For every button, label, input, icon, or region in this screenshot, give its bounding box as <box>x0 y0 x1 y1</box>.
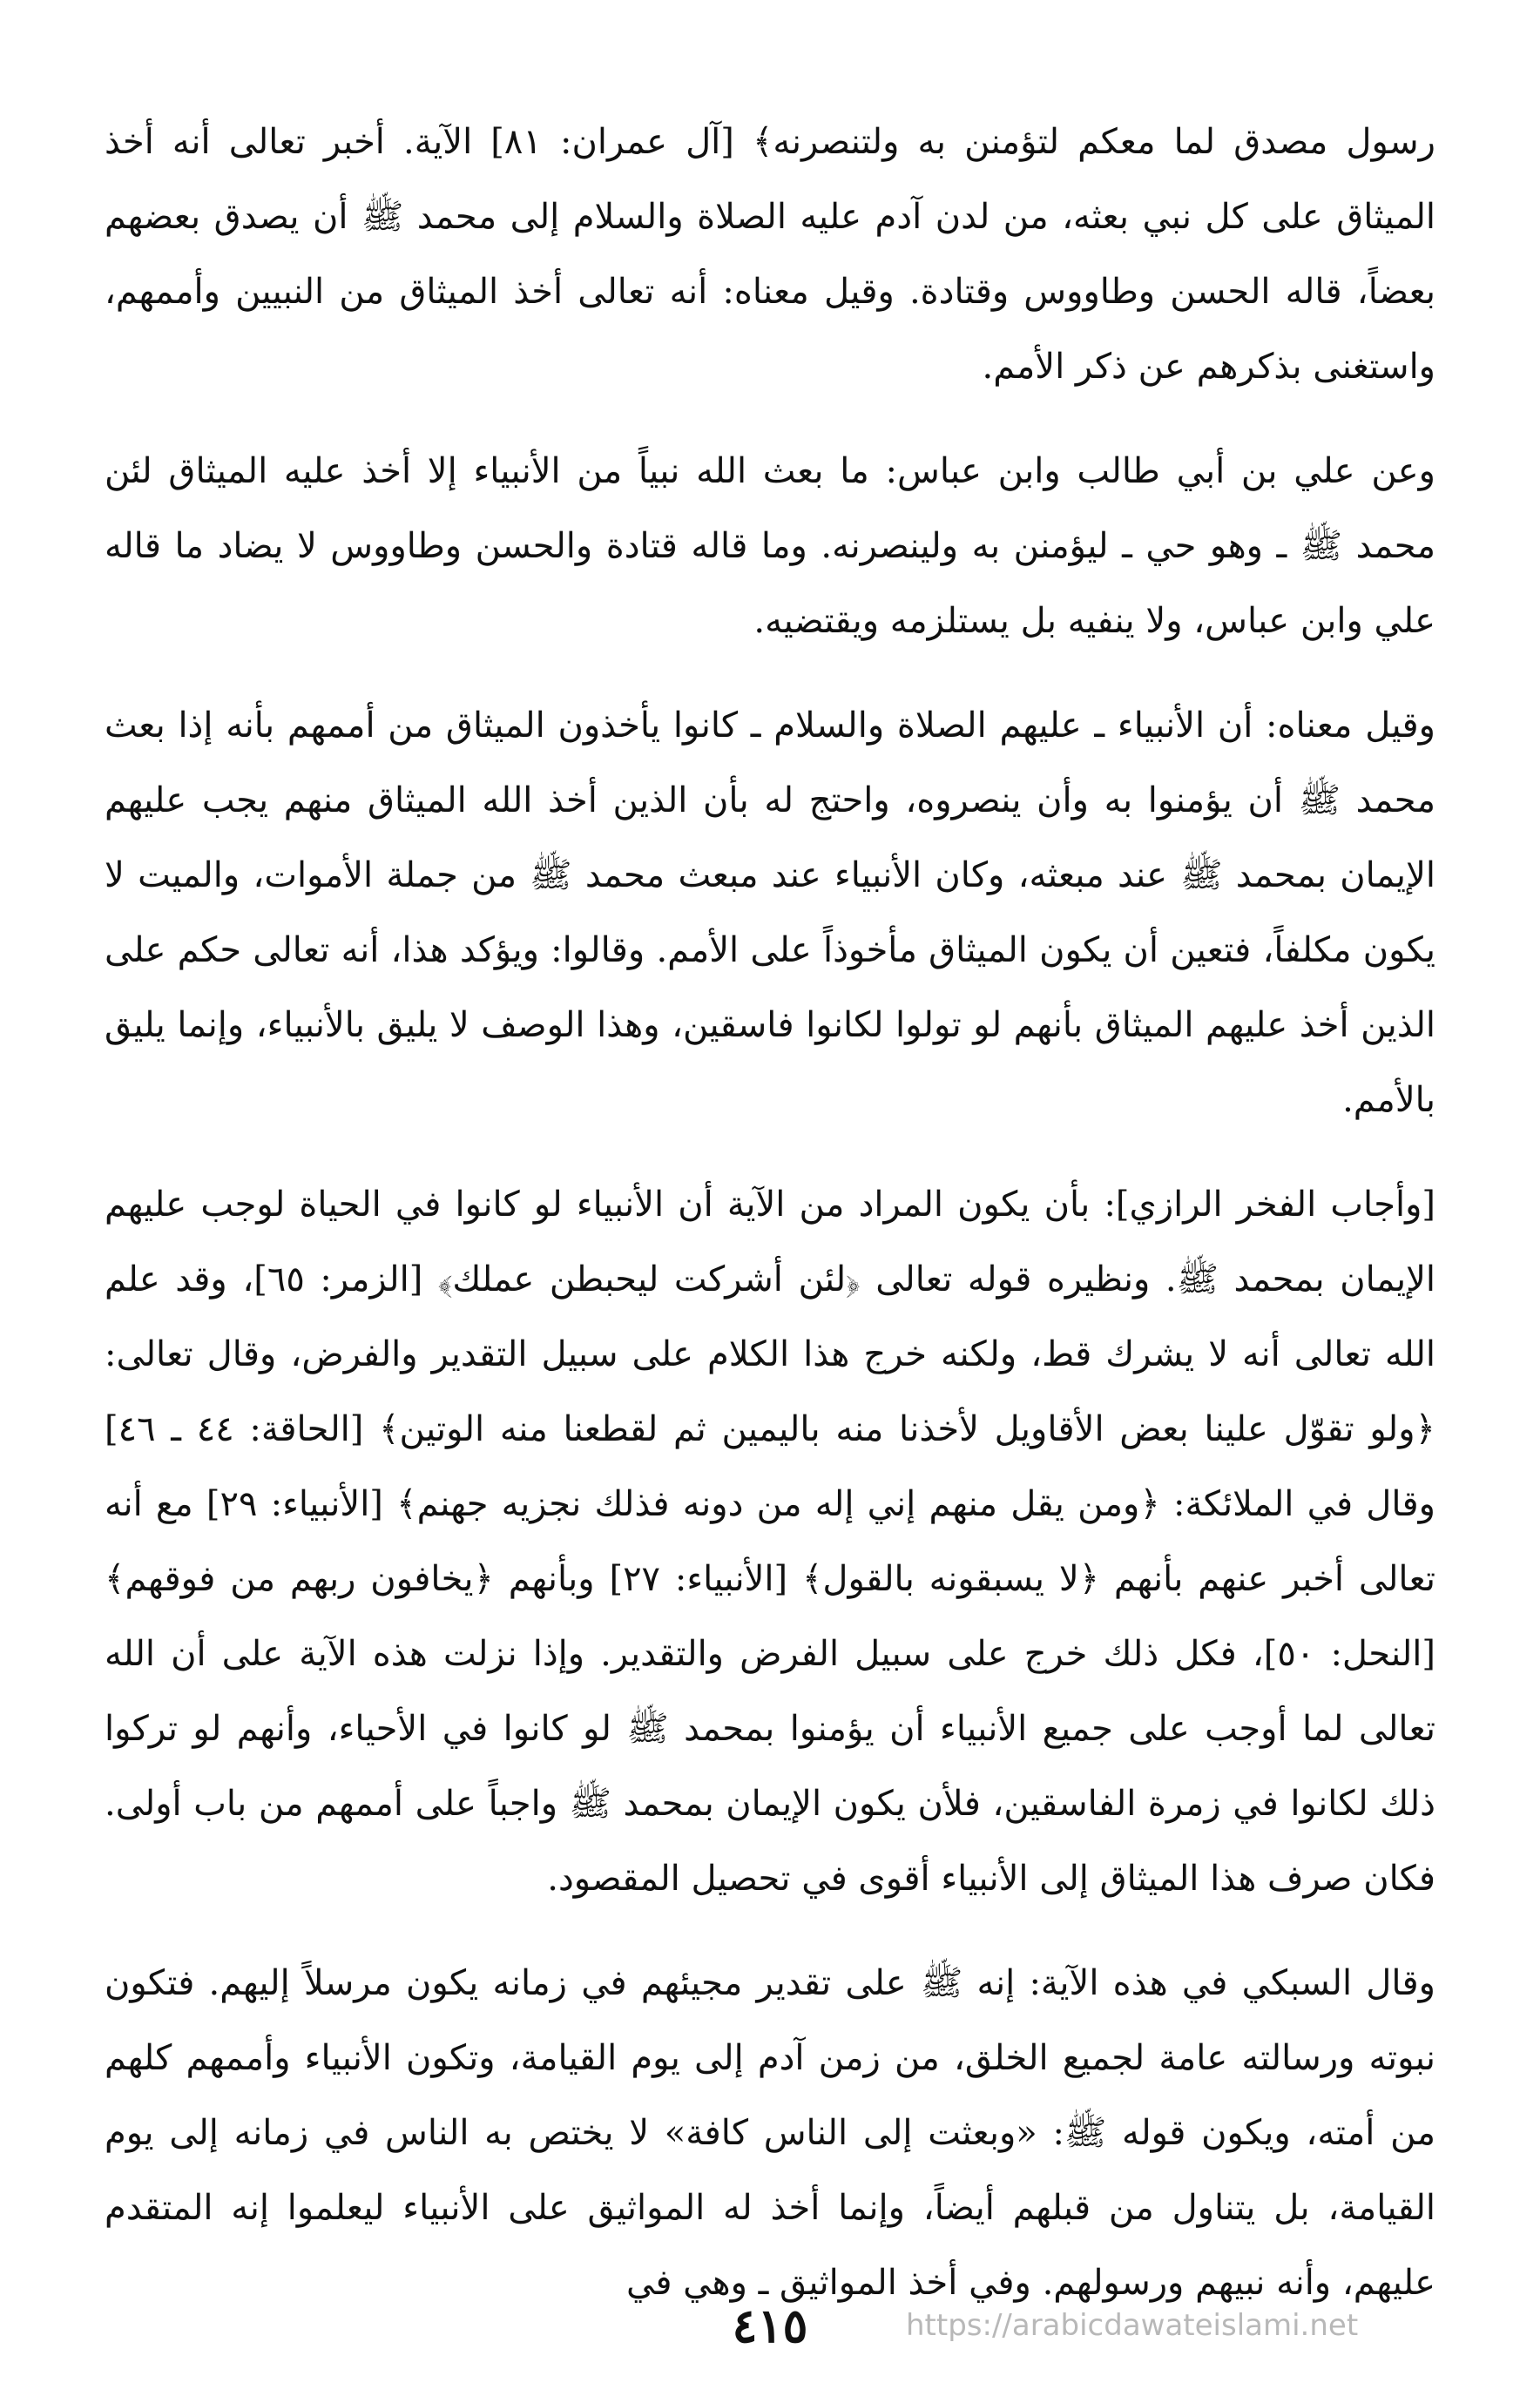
paragraph-2: وعن علي بن أبي طالب وابن عباس: ما بعث الله نبياً من الأنبياء إلا أخذ عليه الميثاق لئن محمد ﷺ ـ وهو حي ـ ليؤمنن به ولينصرنه. وما قاله قتادة والحسن وطاووس لا يضاد ما قاله علي وابن عباس، ولا ينفيه بل يستلزمه ويقتضيه. <box>105 451 1435 641</box>
page-number: ٤١٥ <box>732 2298 808 2353</box>
watermark-url: https://arabicdawateislami.net <box>906 2308 1359 2343</box>
paragraph-4: [وأجاب الفخر الرازي]: بأن يكون المراد من الآية أن الأنبياء لو كانوا في الحياة لوجب عليهم الإيمان بمحمد ﷺ. ونظيره قوله تعالى ﴿لئن أشركت ليحبطن عملك﴾ [الزمر: ٦٥]، وقد علم الله تعالى أنه لا يشرك قط، ولكنه خرج هذا الكلام على سبيل التقدير والفرض، وقال تعالى: ﴿ولو تقوّل علينا بعض الأقاويل لأخذنا منه باليمين ثم لقطعنا منه الوتين﴾ [الحاقة: ٤٤ ـ ٤٦] وقال في الملائكة: ﴿ومن يقل منهم إني إله من دونه فذلك نجزيه جهنم﴾ [الأنبياء: ٢٩] مع أنه تعالى أخبر عنهم بأنهم ﴿لا يسبقونه بالقول﴾ [الأنبياء: ٢٧] وبأنهم ﴿يخافون ربهم من فوقهم﴾ [النحل: ٥٠]، فكل ذلك خرج على سبيل الفرض والتقدير. وإذا نزلت هذه الآية على أن الله تعالى لما أوجب على جميع الأنبياء أن يؤمنوا بمحمد ﷺ لو كانوا في الأحياء، وأنهم لو تركوا ذلك لكانوا في زمرة الفاسقين، فلأن يكون الإيمان بمحمد ﷺ واجباً على أممهم من باب أولى. فكان صرف هذا الميثاق إلى الأنبياء أقوى في تحصيل المقصود. <box>105 1185 1436 1899</box>
paragraph-1: رسول مصدق لما معكم لتؤمنن به ولتنصرنه﴾ [آل عمران: ٨١] الآية. أخبر تعالى أنه أخذ الميثاق على كل نبي بعثه، من لدن آدم عليه الصلاة والسلام إلى محمد ﷺ أن يصدق بعضهم بعضاً، قاله الحسن وطاووس وقتادة. وقيل معناه: أنه تعالى أخذ الميثاق من النبيين وأممهم، واستغنى بذكرهم عن ذكر الأمم. <box>105 122 1435 387</box>
page-footer <box>0 2291 1540 2360</box>
page-body <box>105 105 1436 2303</box>
paragraph-3: وقيل معناه: أن الأنبياء ـ عليهم الصلاة والسلام ـ كانوا يأخذون الميثاق من أممهم بأنه إذا بعث محمد ﷺ أن يؤمنوا به وأن ينصروه، واحتج له بأن الذين أخذ الله الميثاق منهم يجب عليهم الإيمان بمحمد ﷺ عند مبعثه، وكان الأنبياء عند مبعث محمد ﷺ من جملة الأموات، والميت لا يكون مكلفاً، فتعين أن يكون الميثاق مأخوذاً على الأمم. وقالوا: ويؤكد هذا، أنه تعالى حكم على الذين أخذ عليهم الميثاق بأنهم لو تولوا لكانوا فاسقين، وهذا الوصف لا يليق بالأنبياء، وإنما يليق بالأمم. <box>105 705 1435 1120</box>
paragraph-5: وقال السبكي في هذه الآية: إنه ﷺ على تقدير مجيئهم في زمانه يكون مرسلاً إليهم. فتكون نبوته ورسالته عامة لجميع الخلق، من زمن آدم إلى يوم القيامة، وتكون الأنبياء وأممهم كلهم من أمته، ويكون قوله ﷺ: «وبعثت إلى الناس كافة» لا يختص به الناس في زمانه إلى يوم القيامة، بل يتناول من قبلهم أيضاً، وإنما أخذ له المواثيق على الأنبياء ليعلموا إنه المتقدم عليهم، وأنه نبيهم ورسولهم. وفي أخذ المواثيق ـ وهي في <box>105 1963 1436 2303</box>
